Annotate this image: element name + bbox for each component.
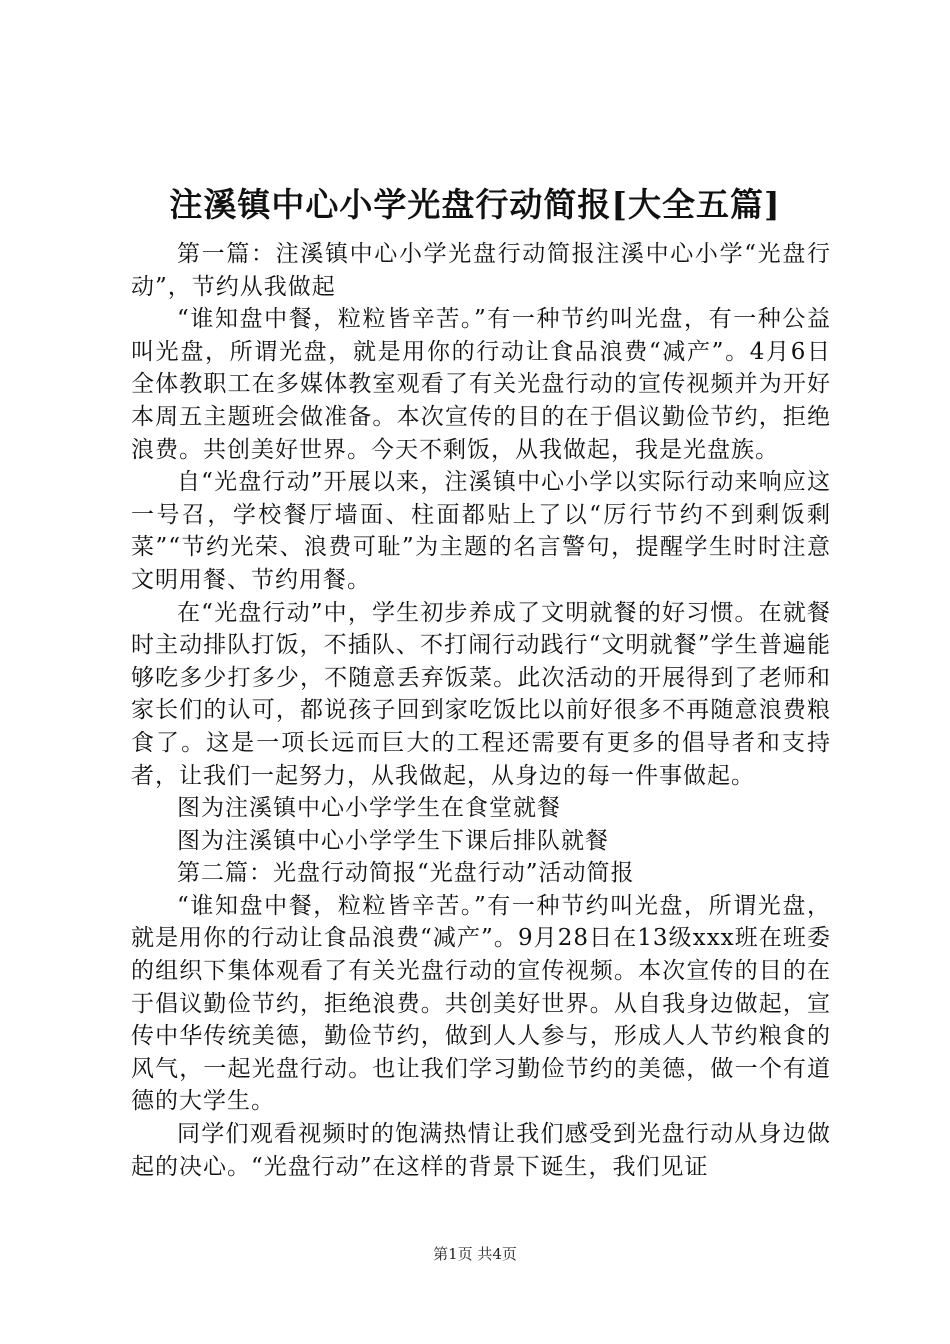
document-title: 注溪镇中心小学光盘行动简报[大全五篇] [169,185,781,224]
image-caption: 图为注溪镇中心小学学生在食堂就餐 [177,795,561,822]
page-number-footer: 第1页 共4页 [433,1245,517,1263]
paragraph: 自“光盘行动”开展以来，注溪镇中心小学以实际行动来响应这一号召，学校餐厅墙面、柱面都贴上了以“厉行节约不到剩饭剩菜”“节约光荣、浪费可耻”为主题的名言警句，提醒学生时时注意文明用餐、节约用餐。 [131,469,831,593]
document-body [131,238,831,1183]
image-caption: 图为注溪镇中心小学学生下课后排队就餐 [177,827,609,854]
paragraph: 第一篇：注溪镇中心小学光盘行动简报注溪中心小学“光盘行动”，节约从我做起 [131,241,831,300]
paragraph: “谁知盘中餐，粒粒皆辛苦。”有一种节约叫光盘，有一种公益叫光盘，所谓光盘，就是用你的行动让食品浪费“减产”。4月6日全体教职工在多媒体教室观看了有关光盘行动的宣传视频并为开好本周五主题班会做准备。本次宣传的目的在于倡议勤俭节约，拒绝浪费。共创美好世界。今天不剩饭，从我做起，我是光盘族。 [131,306,831,463]
paragraph: “谁知盘中餐，粒粒皆辛苦。”有一种节约叫光盘，所谓光盘，就是用你的行动让食品浪费“减产”。9月28日在13级xxx班在班委的组织下集体观看了有关光盘行动的宣传视频。本次宣传的目的在于倡议勤俭节约，拒绝浪费。共创美好世界。从自我身边做起，宣传中华传统美德，勤俭节约，做到人人参与，形成人人节约粮食的风气，一起光盘行动。也让我们学习勤俭节约的美德，做一个有道德的大学生。 [131,892,831,1115]
section-heading: 第二篇：光盘行动简报“光盘行动”活动简报 [177,860,635,887]
paragraph: 在“光盘行动”中，学生初步养成了文明就餐的好习惯。在就餐时主动排队打饭，不插队、不打闹行动践行“文明就餐”学生普遍能够吃多少打多少，不随意丢弃饭菜。此次活动的开展得到了老师和家长们的认可，都说孩子回到家吃饭比以前好很多不再随意浪费粮食了。这是一项长远而巨大的工程还需要有更多的倡导者和支持者，让我们一起努力，从我做起，从身边的每一件事做起。 [131,599,831,789]
paragraph: 同学们观看视频时的饱满热情让我们感受到光盘行动从身边做起的决心。“光盘行动”在这样的背景下诞生，我们见证 [131,1121,831,1180]
